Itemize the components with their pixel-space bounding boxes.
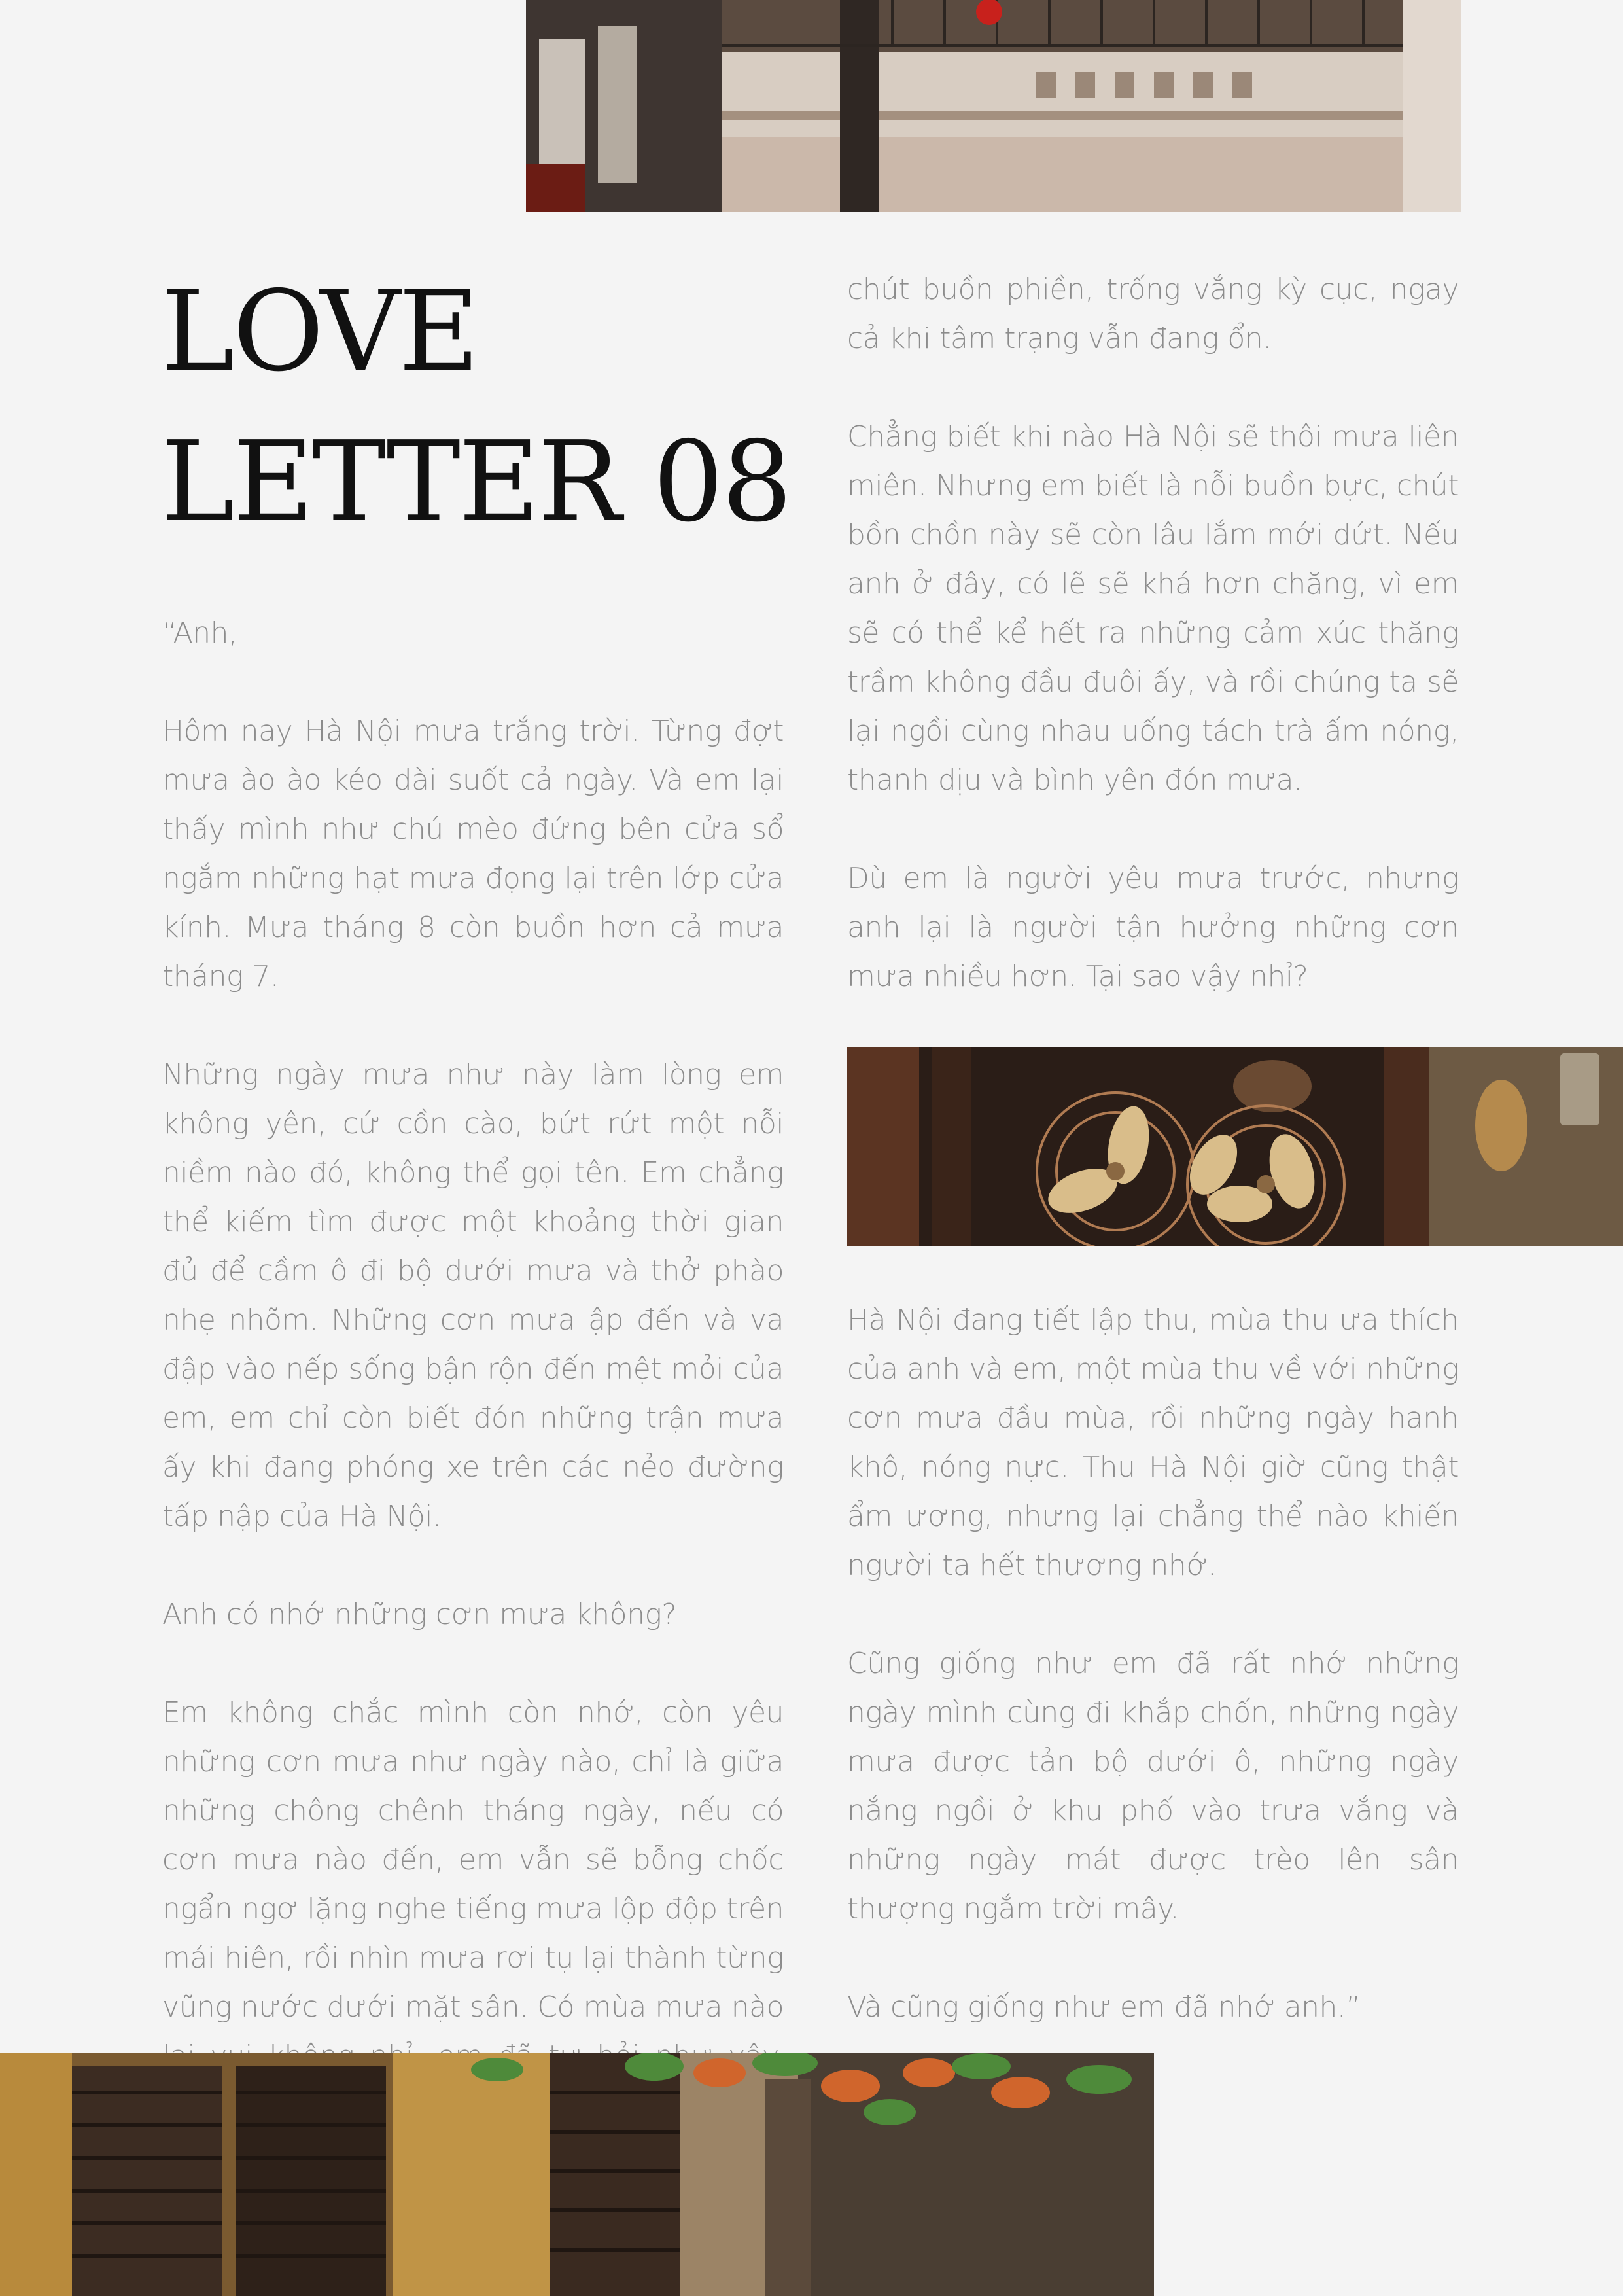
greeting: “Anh, xyxy=(162,616,237,650)
closing: Và cũng giống như em đã nhớ anh.” xyxy=(847,1990,1361,2024)
paragraph: Những ngày mưa như này làm lòng em không yên, cứ cồn cào, bứt rứt một nỗi niềm nào đó, không thể gọi tên. Em chẳng thể kiếm tìm được một khoảng thời gian đủ để cầm ô đi bộ dưới mưa và thở phào nhẹ nhõm. Những cơn mưa ập đến và va đập vào nếp sống bận rộn đến mệt mỏi của em, em chỉ còn biết đón những trận mưa ấy khi đang phóng xe trên các nẻo đường tấp nập của Hà Nội. xyxy=(162,1058,784,1533)
paragraph: Hôm nay Hà Nội mưa trắng trời. Từng đợt mưa ào ào kéo dài suốt cả ngày. Và em lại thấy mình như chú mèo đứng bên cửa sổ ngắm những hạt mưa đọng lại trên lớp cửa kính. Mưa tháng 8 còn buồn hơn cả mưa tháng 7. xyxy=(162,715,784,993)
paragraph: Chẳng biết khi nào Hà Nội sẽ thôi mưa liên miên. Nhưng em biết là nỗi buồn bực, chút bồn chồn này sẽ còn lâu lắm mới dứt. Nếu anh ở đây, có lẽ sẽ khá hơn chăng, vì em sẽ có thể kể hết ra những cảm xúc thăng trầm không đầu đuôi ấy, và rồi chúng ta sẽ lại ngồi cùng nhau uống tách trà ấm nóng, thanh dịu và bình yên đón mưa. xyxy=(847,420,1459,797)
paragraph: Cũng giống như em đã rất nhớ những ngày mình cùng đi khắp chốn, những ngày mưa được tản bộ dưới ô, những ngày nắng ngồi ở khu phố vào trưa vắng và những ngày mát được trèo lên sân thượng ngắm trời mây. xyxy=(847,1647,1459,1926)
paragraph: Hà Nội đang tiết lập thu, mùa thu ưa thích của anh và em, một mùa thu về với những cơn mưa đầu mùa, rồi những ngày hanh khô, nóng nực. Thu Hà Nội giờ cũng thật ẩm ương, nhưng lại chẳng thể nào khiến người ta hết thương nhớ. xyxy=(847,1303,1459,1582)
paragraph: Anh có nhớ những cơn mưa không? xyxy=(162,1598,677,1631)
letter-body-right-upper xyxy=(847,265,1459,1050)
title-line-1: LOVE xyxy=(161,267,478,397)
letter-body-right-lower xyxy=(847,1296,1459,2081)
title-line-2: LETTER 08 xyxy=(161,417,791,547)
paragraph: Dù em là người yêu mưa trước, nhưng anh lại là người tận hưởng những cơn mưa nhiều hơn. Tại sao vậy nhỉ? xyxy=(847,862,1459,993)
paragraph: Em không chắc mình còn nhớ, còn yêu những cơn mưa như ngày nào, chỉ là giữa những chông chênh tháng ngày, nếu có cơn mưa nào đến, em vẫn sẽ bỗng chốc ngẩn ngơ lặng nghe tiếng mưa lộp độp trên mái hiên, rồi nhìn mưa rơi tụ lại thành từng vũng nước dưới mặt sân. Có mùa mưa nào xyxy=(162,1696,784,2024)
letter-body-left xyxy=(162,609,784,2179)
photo-wooden-shutters-tree xyxy=(0,2053,1154,2296)
photo-vintage-fans xyxy=(847,1047,1623,1246)
letter-title xyxy=(161,256,790,557)
photo-balcony-building xyxy=(526,0,1461,212)
paragraph: chút buồn phiền, trống vắng kỳ cục, ngay cả khi tâm trạng vẫn đang ổn. xyxy=(847,273,1459,355)
